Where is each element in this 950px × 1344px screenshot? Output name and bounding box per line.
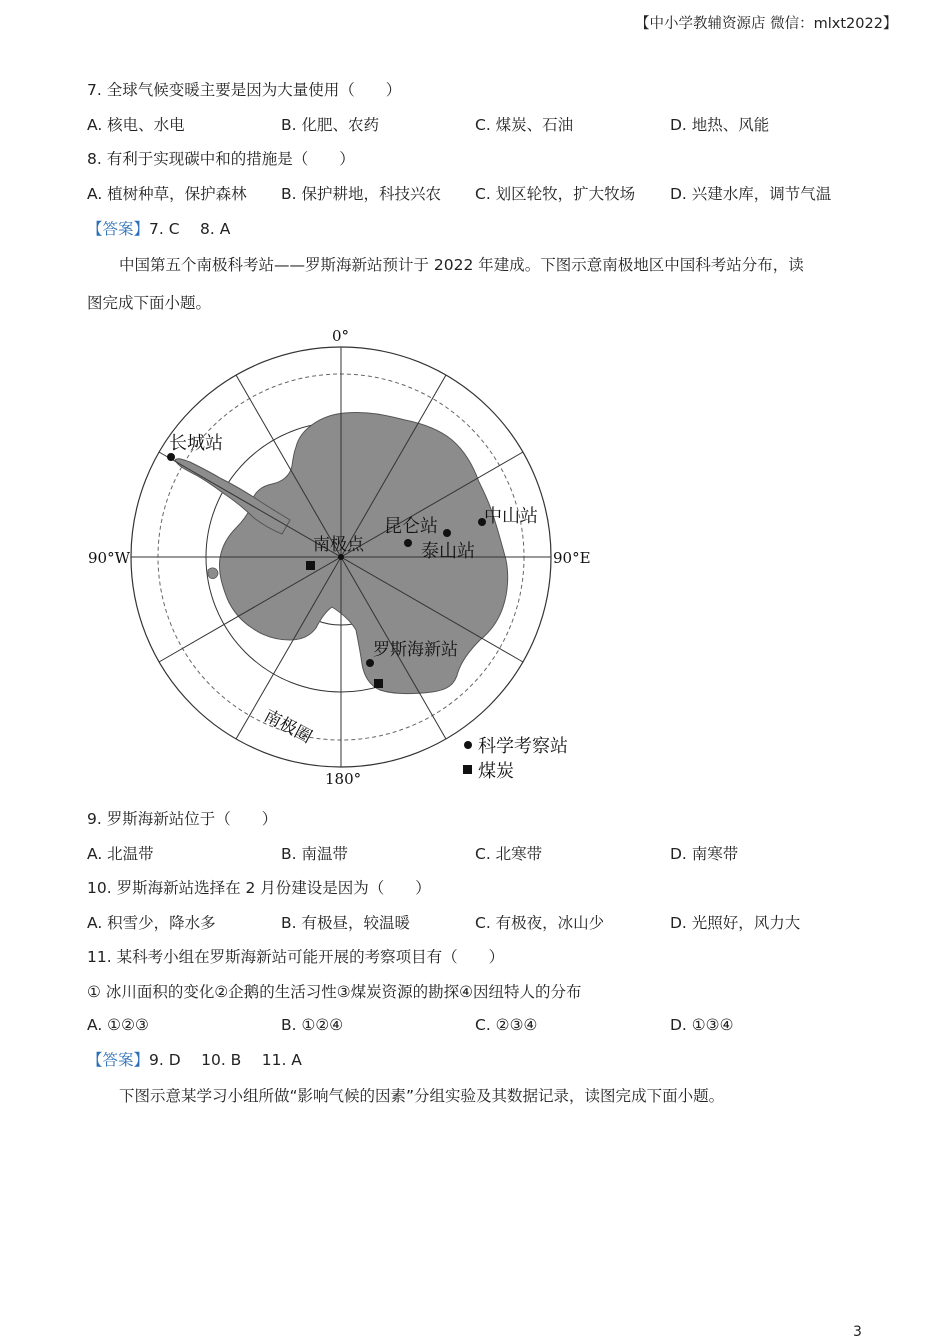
rosshai-station-marker: [366, 659, 374, 667]
question-9-option-a: A. 北温带: [87, 845, 154, 863]
question-11-stem: 11. 某科考小组在罗斯海新站可能开展的考察项目有（ ）: [87, 948, 505, 966]
question-11-option-c: C. ②③④: [475, 1016, 538, 1034]
antarctica-station-map: [80, 318, 620, 798]
kunlun-station-marker: [404, 539, 412, 547]
question-11-option-d: D. ①③④: [670, 1016, 734, 1034]
question-8-option-d: D. 兴建水库，调节气温: [670, 185, 832, 203]
question-10-stem: 10. 罗斯海新站选择在 2 月份建设是因为（ ）: [87, 879, 431, 897]
question-10-option-b: B. 有极昼，较温暖: [281, 914, 410, 932]
coal-marker-1: [306, 561, 315, 570]
question-9-option-b: B. 南温带: [281, 845, 348, 863]
question-8-option-a: A. 植树种草，保护森林: [87, 185, 247, 203]
question-11-items: ① 冰川面积的变化②企鹅的生活习性③煤炭资源的勘探④因纽特人的分布: [87, 983, 582, 1001]
intro-paragraph-line-2: 图完成下面小题。: [87, 294, 212, 312]
legend-coal-label: 煤炭: [478, 761, 514, 782]
question-10-option-c: C. 有极夜，冰山少: [475, 914, 605, 932]
taishan-station-label: 泰山站: [421, 541, 475, 562]
answer-block-2: [87, 1050, 302, 1070]
question-8-stem: 8. 有利于实现碳中和的措施是（ ）: [87, 150, 355, 168]
question-7-option-c: C. 煤炭、石油: [475, 116, 574, 134]
changcheng-station-marker: [167, 453, 175, 461]
label-90w: 90°W: [88, 549, 131, 567]
question-8-option-c: C. 划区轮牧，扩大牧场: [475, 185, 636, 203]
header-watermark: 【中小学教辅资源店 微信：mlxt2022】: [635, 16, 898, 32]
antarctic-circle-label: 南极圈: [260, 706, 316, 748]
answer-text: 7. C 8. A: [149, 220, 231, 238]
changcheng-station-label: 长城站: [169, 433, 223, 454]
kunlun-station-label: 昆仑站: [384, 516, 438, 537]
question-11-option-b: B. ①②④: [281, 1016, 344, 1034]
label-90e: 90°E: [553, 549, 591, 567]
page-number: 3: [853, 1324, 862, 1340]
question-7-option-a: A. 核电、水电: [87, 116, 185, 134]
zhongshan-station-label: 中山站: [484, 506, 538, 527]
answer-text: 9. D 10. B 11. A: [149, 1051, 302, 1069]
question-8-option-b: B. 保护耕地，科技兴农: [281, 185, 441, 203]
question-10-option-a: A. 积雪少，降水多: [87, 914, 216, 932]
question-7-option-b: B. 化肥、农药: [281, 116, 379, 134]
question-9-option-d: D. 南寒带: [670, 845, 739, 863]
intro-paragraph-line-1: 中国第五个南极科考站——罗斯海新站预计于 2022 年建成。下图示意南极地区中国科考站分布，读: [119, 256, 804, 274]
label-0-degree: 0°: [332, 327, 350, 345]
south-pole-label: 南极点: [313, 535, 364, 555]
legend-coal-marker: [463, 765, 472, 774]
question-11-option-a: A. ①②③: [87, 1016, 149, 1034]
question-10-option-d: D. 光照好，风力大: [670, 914, 801, 932]
question-7-option-d: D. 地热、风能: [670, 116, 770, 134]
legend-station-label: 科学考察站: [478, 736, 568, 757]
answer-tag: 【答案】: [87, 1051, 150, 1069]
taishan-station-marker: [443, 529, 451, 537]
legend-station-marker: [464, 741, 472, 749]
coal-marker-2: [374, 679, 383, 688]
answer-tag: 【答案】: [87, 220, 150, 238]
answer-block-1: [87, 219, 230, 239]
question-9-stem: 9. 罗斯海新站位于（ ）: [87, 810, 278, 828]
question-9-option-c: C. 北寒带: [475, 845, 543, 863]
label-180-degree: 180°: [325, 770, 362, 788]
intro-paragraph-2: 下图示意某学习小组所做“影响气候的因素”分组实验及其数据记录，读图完成下面小题。: [119, 1087, 725, 1105]
question-7-stem: 7. 全球气候变暖主要是因为大量使用（ ）: [87, 81, 402, 99]
rosshai-station-label: 罗斯海新站: [373, 640, 458, 660]
